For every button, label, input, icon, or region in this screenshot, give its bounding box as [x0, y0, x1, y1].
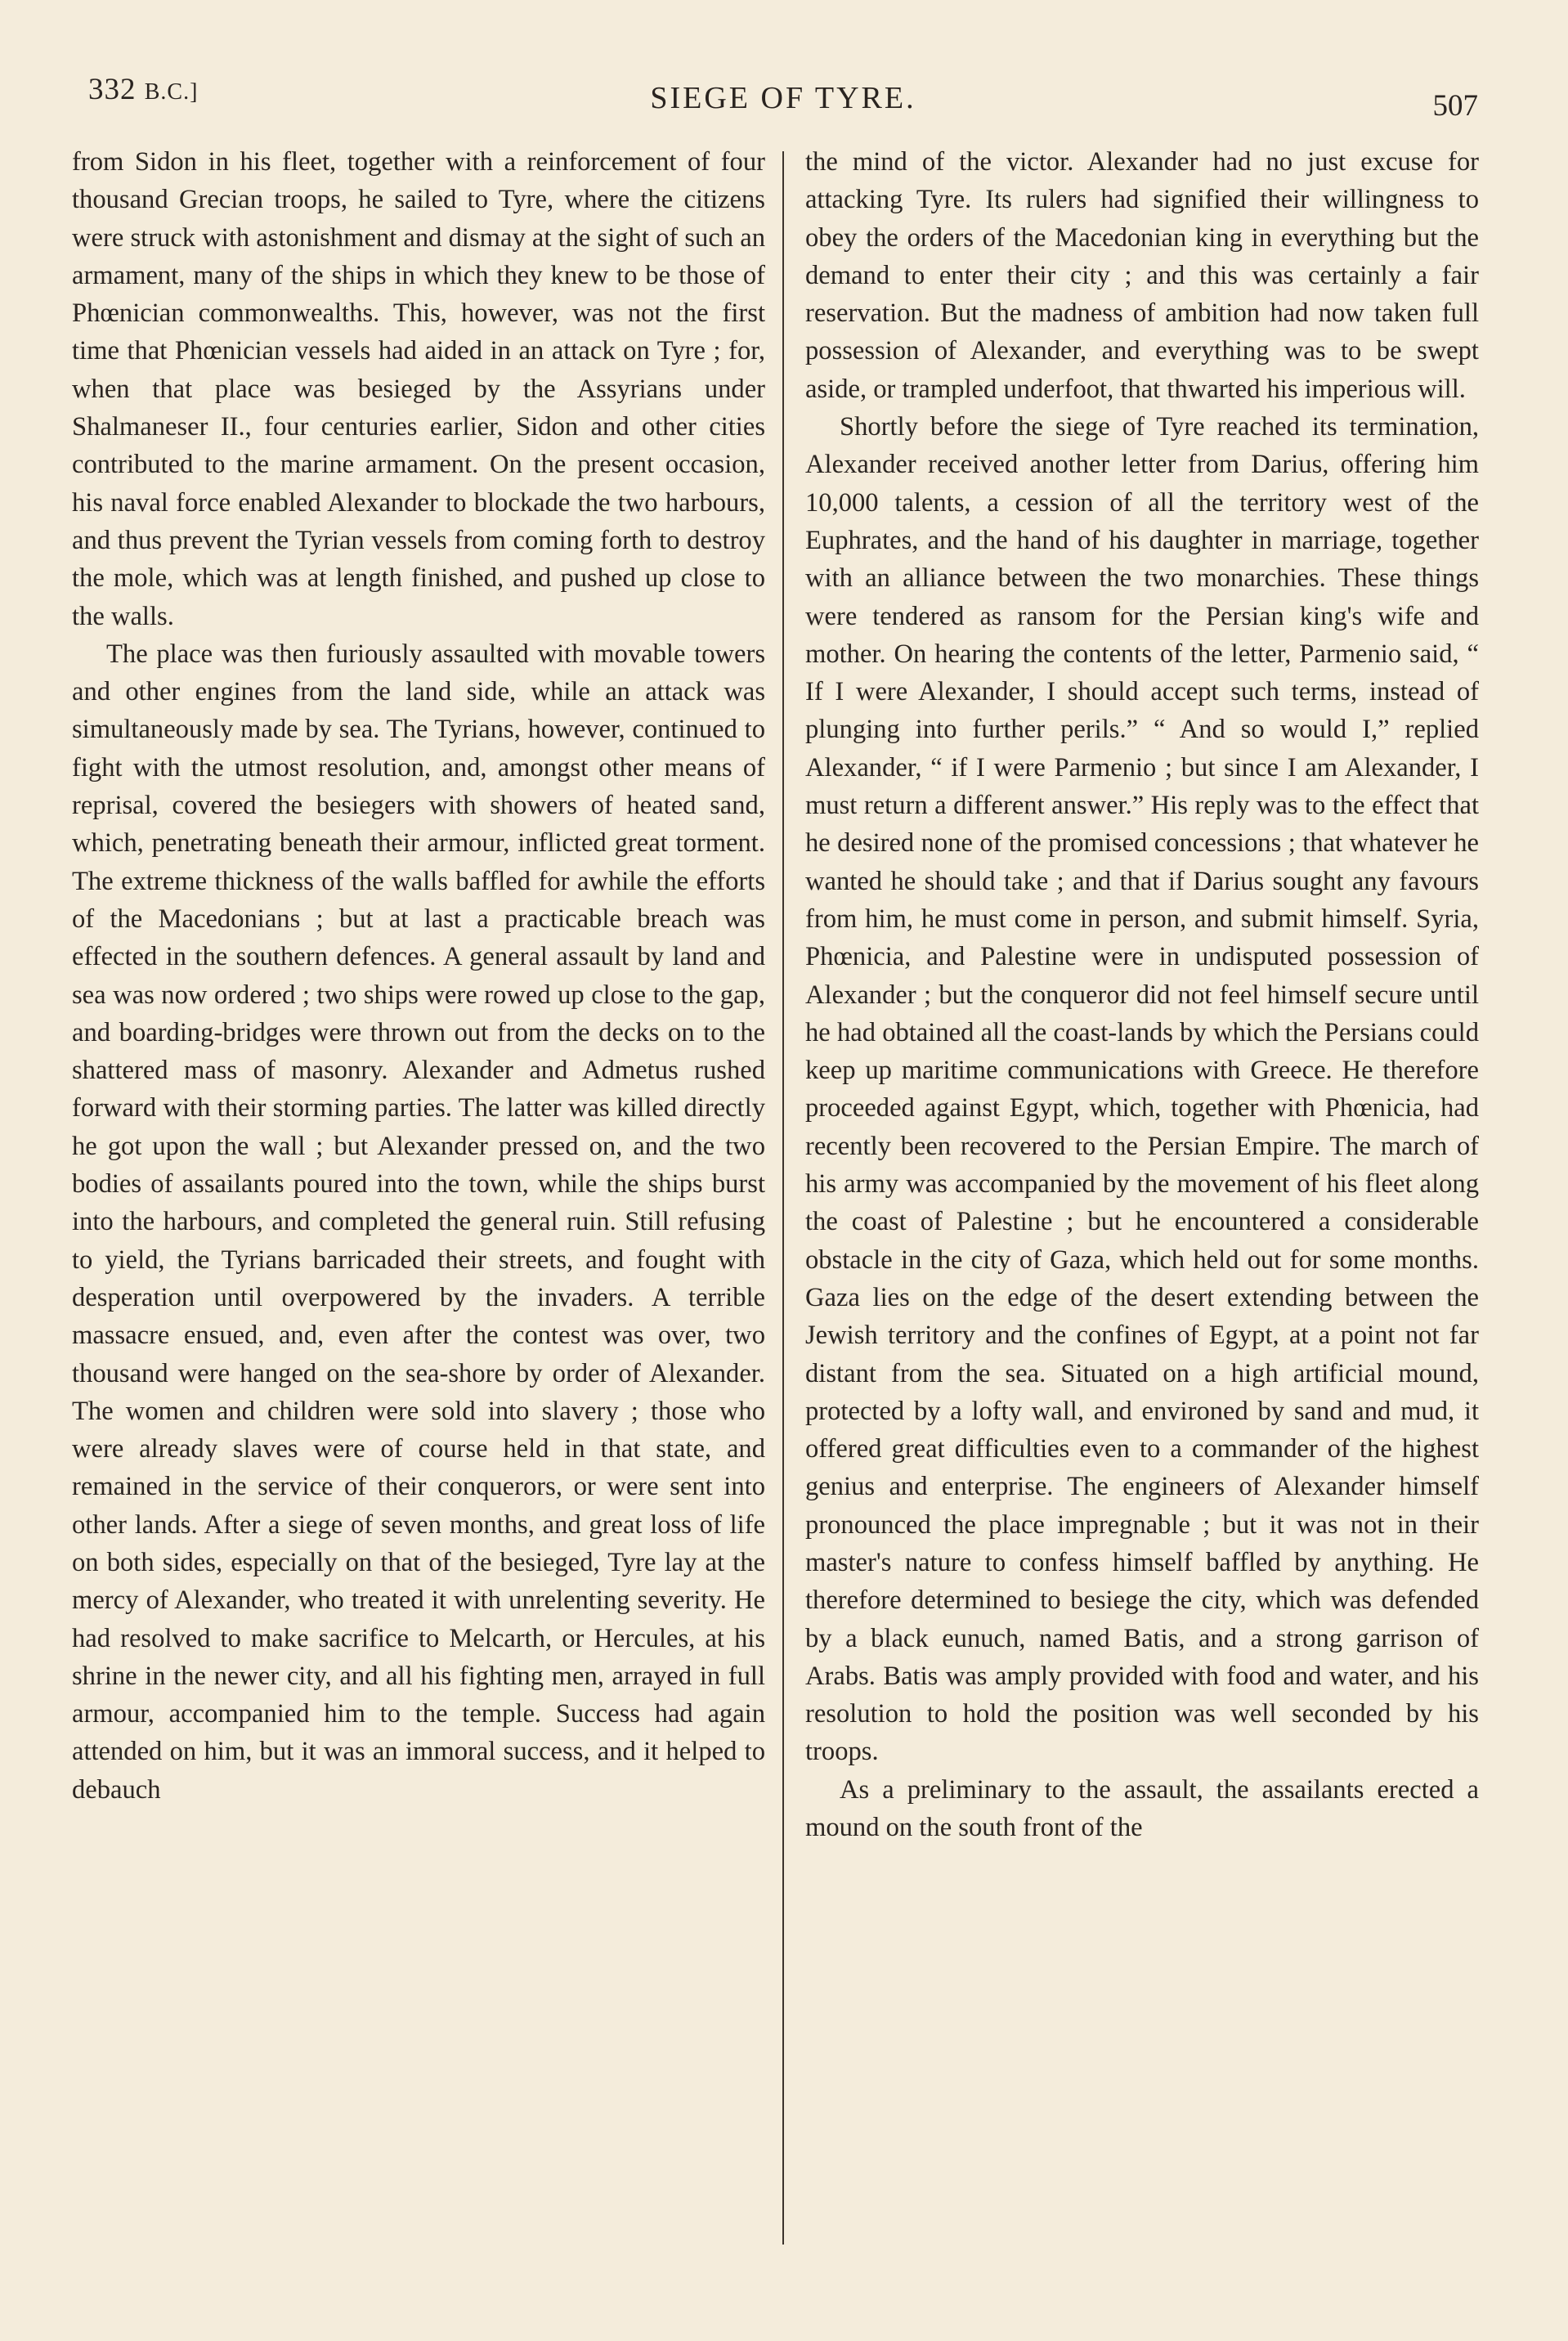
column-divider: [782, 151, 784, 2245]
paragraph: the mind of the victor. Alexander had no just excuse for attacking Tyre. Its rulers had signified their willingness to obey the orders of the Macedonian king in everything but the demand to enter their city ; and this was certainly a fair reservation. But the madness of ambition had now taken full possession of Alexander, and everything was to be swept aside, or trampled underfoot, that thwarted his imperious will.: [805, 147, 1479, 404]
page-number: 507: [1432, 89, 1478, 123]
running-header: [88, 64, 1478, 129]
paragraph: As a preliminary to the assault, the assailants erected a mound on the south front of the: [805, 1774, 1479, 1843]
right-column: [805, 143, 1479, 1846]
header-year: 332: [88, 73, 137, 106]
header-era: B.C.]: [144, 79, 199, 105]
header-title: SIEGE OF TYRE.: [650, 81, 916, 115]
left-column: [72, 143, 765, 1809]
paragraph: Shortly before the siege of Tyre reached its termination, Alexander received another letter from Darius, offering him 10,000 talents, a cession of all the territory west of the Euphrates, and the hand of his daughter in marriage, together with an alliance between the two monarchies. These things were tendered as ransom for the Persian king's wife and mother. On hearing the contents of the letter, Parmenio said, “ If I were Alexander, I should accept such terms, instead of plunging into further perils.” “ And so would I,” replied Alexander, “ if I were Parmenio ; but since I am Alexander, I must return a different answer.” His reply was to the effect that he desired none of the promised concessions ; that whatever he wanted he should take ; and that if Darius sought any favours from him, he must come in person, and submit himself. Syria, Phœnicia, and Palestine were in undisputed possession of Alexander ; but the conqueror did not feel himself secure until he had obtained all the coast-lands by which the Persians could keep up maritime communications with Greece. He therefore proceeded against Egypt, which, together with Phœnicia, had recently been recovered to the Persian Empire. The march of his army was accompanied by the movement of his fleet along the coast of Palestine ; but he encountered a considerable obstacle in the city of Gaza, which held out for some months. Gaza lies on the edge of the desert extending between the Jewish territory and the confines of Egypt, at a point not far distant from the sea. Situated on a high artificial mound, protected by a lofty wall, and environed by sand and mud, it offered great difficulties even to a commander of the highest genius and enterprise. The engineers of Alexander himself pronounced the place impregnable ; but it was not in their master's nature to confess himself baffled by anything. He therefore determined to besiege the city, which was defended by a black eunuch, named Batis, and a strong garrison of Arabs. Batis was amply provided with food and water, and his resolution to hold the position was well seconded by his troops.: [805, 412, 1479, 1767]
paragraph: The place was then furiously assaulted with movable towers and other engines from the land side, while an attack was simultaneously made by sea. The Tyrians, however, continued to fight with the utmost resolution, and, amongst other means of reprisal, covered the besiegers with showers of heated sand, which, penetrating beneath their armour, inflicted great torment. The extreme thickness of the walls baffled for awhile the efforts of the Macedonians ; but at last a practicable breach was effected in the southern defences. A general assault by land and sea was now ordered ; two ships were rowed up close to the gap, and boarding-bridges were thrown out from the decks on to the shattered mass of masonry. Alexander and Admetus rushed forward with their storming parties. The latter was killed directly he got upon the wall ; but Alexander pressed on, and the two bodies of assailants poured into the town, while the ships burst into the harbours, and completed the general ruin. Still refusing to yield, the Tyrians barricaded their streets, and fought with desperation until overpowered by the invaders. A terrible massacre ensued, and, even after the contest was over, two thousand were hanged on the sea-shore by order of Alexander. The women and children were sold into slavery ; those who were already slaves were of course held in that state, and remained in the service of their conquerors, or were sent into other lands. After a siege of seven months, and great loss of life on both sides, especially on that of the besieged, Tyre lay at the mercy of Alexander, who treated it with unrelenting severity. He had resolved to make sacrifice to Melcarth, or Hercules, at his shrine in the newer city, and all his fighting men, arrayed in full armour, accompanied him to the temple. Success had again attended on him, but it was an immoral success, and it helped to debauch: [72, 639, 765, 1805]
paragraph: from Sidon in his fleet, together with a reinforcement of four thousand Grecian troops, he sailed to Tyre, where the citizens were struck with astonishment and dismay at the sight of such an armament, many of the ships in which they knew to be those of Phœnician commonwealths. This, however, was not the first time that Phœnician vessels had aided in an attack on Tyre ; for, when that place was besieged by the Assyrians under Shalmaneser II., four centuries earlier, Sidon and other cities contributed to the marine armament. On the present occasion, his naval force enabled Alexander to blockade the two harbours, and thus prevent the Tyrian vessels from coming forth to destroy the mole, which was at length finished, and pushed up close to the walls.: [72, 147, 765, 631]
